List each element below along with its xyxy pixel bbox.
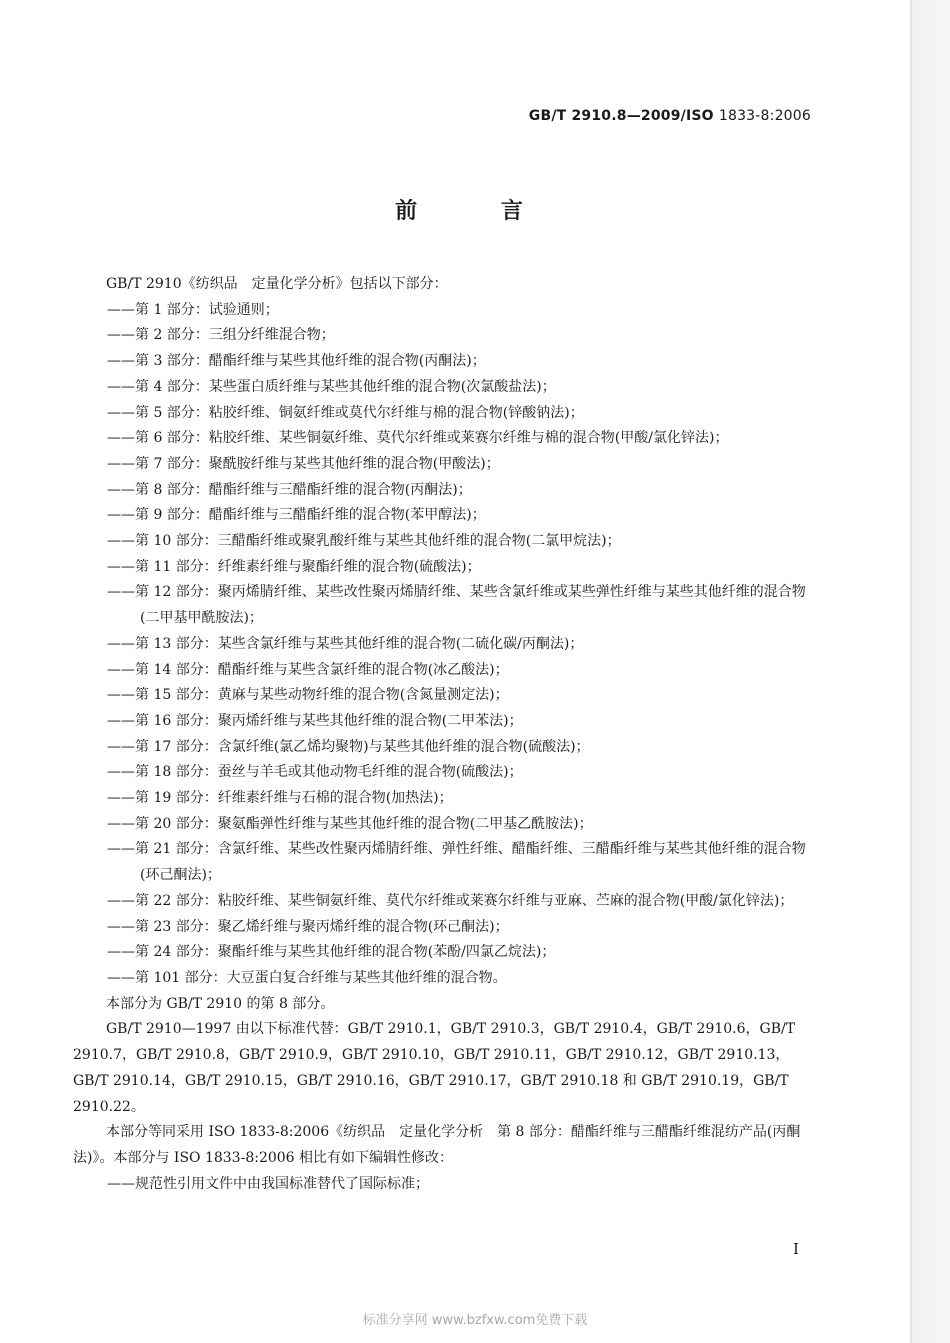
list-item — [73, 478, 813, 504]
part-text: 第 18 部分：蚕丝与羊毛或其他动物毛纤维的混合物(硫酸法)； — [135, 764, 523, 781]
list-dash: —— — [107, 815, 135, 832]
part-text: 第 20 部分：聚氨酯弹性纤维与某些其他纤维的混合物(二甲基乙酰胺法)； — [135, 815, 593, 832]
list-item — [73, 452, 813, 478]
standard-number-iso: 1833-8:2006 — [718, 108, 811, 124]
foreword-body — [73, 272, 813, 1197]
part-text: 第 9 部分：醋酯纤维与三醋酯纤维的混合物(苯甲醇法)； — [135, 507, 486, 524]
part-text: 第 24 部分：聚酯纤维与某些其他纤维的混合物(苯酚/四氯乙烷法)； — [135, 944, 556, 961]
part-text: 第 16 部分：聚丙烯纤维与某些其他纤维的混合物(二甲苯法)； — [135, 712, 523, 729]
intro-paragraph: GB/T 2910《纺织品 定量化学分析》包括以下部分： — [106, 276, 448, 292]
list-dash: —— — [107, 712, 135, 729]
list-item — [73, 401, 813, 427]
list-dash: —— — [107, 790, 135, 807]
part-text: 第 12 部分：聚丙烯腈纤维、某些改性聚丙烯腈纤维、某些含氯纤维或某些弹性纤维与某些其他纤维的混合物(二甲基甲酰胺法)； — [135, 584, 806, 627]
list-dash: —— — [107, 918, 135, 935]
modification-text: 规范性引用文件中由我国标准替代了国际标准； — [135, 1175, 429, 1192]
list-item — [73, 580, 813, 631]
list-item — [73, 298, 813, 324]
list-dash: —— — [107, 738, 135, 755]
part-text: 第 17 部分：含氯纤维(氯乙烯均聚物)与某些其他纤维的混合物(硫酸法)； — [135, 738, 590, 755]
list-item — [73, 812, 813, 838]
list-item — [73, 915, 813, 941]
list-dash: —— — [107, 661, 135, 678]
list-item — [73, 837, 813, 888]
list-dash: —— — [107, 558, 135, 575]
list-item — [73, 349, 813, 375]
page-title: 前 言 — [395, 199, 561, 224]
list-dash: —— — [107, 944, 135, 961]
list-item — [73, 375, 813, 401]
part-text: 第 101 部分：大豆蛋白复合纤维与某些其他纤维的混合物。 — [135, 969, 507, 986]
list-dash: —— — [107, 327, 135, 344]
adoption-paragraph: 本部分等同采用 ISO 1833-8:2006《纺织品 定量化学分析 第 8 部分：醋酯纤维与三醋酯纤维混纺产品(丙酮法)》。本部分与 ISO 1833-8:2006 相比有如下编辑性修改： — [73, 1124, 801, 1166]
list-dash: —— — [107, 764, 135, 781]
list-dash: —— — [107, 378, 135, 395]
standard-number: GB/T 2910.8—2009/ISO — [528, 108, 714, 124]
list-item — [73, 555, 813, 581]
list-item — [73, 323, 813, 349]
list-item — [73, 966, 813, 992]
part-of-paragraph: 本部分为 GB/T 2910 的第 8 部分。 — [106, 995, 335, 1012]
watermark-footer: 标准分享网 www.bzfxw.com免费下载 — [362, 1313, 588, 1328]
part-text: 第 4 部分：某些蛋白质纤维与某些其他纤维的混合物(次氯酸盐法)； — [135, 378, 556, 395]
list-dash: —— — [107, 301, 135, 318]
list-dash: —— — [107, 584, 135, 601]
list-item — [73, 709, 813, 735]
list-dash: —— — [107, 533, 135, 550]
parts-list — [73, 298, 813, 992]
modification-item — [73, 1172, 813, 1198]
list-dash: —— — [107, 892, 135, 909]
list-item — [73, 426, 813, 452]
list-dash: —— — [107, 430, 135, 447]
part-text: 第 6 部分：粘胶纤维、某些铜氨纤维、莫代尔纤维或莱赛尔纤维与棉的混合物(甲酸/氯化锌法)； — [135, 430, 729, 447]
list-dash: —— — [107, 687, 135, 704]
list-dash: —— — [107, 1175, 135, 1192]
list-item — [73, 735, 813, 761]
page-number: I — [793, 1240, 799, 1258]
part-text: 第 22 部分：粘胶纤维、某些铜氨纤维、莫代尔纤维或莱赛尔纤维与亚麻、苎麻的混合物(甲酸/氯化锌法)； — [135, 892, 794, 909]
replaces-paragraph: GB/T 2910—1997 由以下标准代替：GB/T 2910.1，GB/T 2910.3，GB/T 2910.4，GB/T 2910.6，GB/T 2910.7，GB/T 2910.8，GB/T 2910.9，GB/T 2910.10，GB/T 2910.11，GB/T 2910.12，GB/T 2910.13，GB/T 2910.14，GB/T 2910.15，GB/T 2910.16，GB/T 2910.17，GB/T 2910.18 和 GB/T 2910.19，GB/T 2910.22。 — [73, 1021, 796, 1115]
part-text: 第 13 部分：某些含氯纤维与某些其他纤维的混合物(二硫化碳/丙酮法)； — [135, 635, 584, 652]
standard-number-header — [529, 108, 811, 124]
part-text: 第 14 部分：醋酯纤维与某些含氯纤维的混合物(冰乙酸法)； — [135, 661, 509, 678]
list-item — [73, 632, 813, 658]
list-item — [73, 760, 813, 786]
list-dash: —— — [107, 455, 135, 472]
list-item — [73, 889, 813, 915]
list-item — [73, 503, 813, 529]
list-item — [73, 683, 813, 709]
part-text: 第 21 部分：含氯纤维、某些改性聚丙烯腈纤维、弹性纤维、醋酯纤维、三醋酯纤维与某些其他纤维的混合物(环己酮法)； — [135, 841, 806, 884]
list-item — [73, 529, 813, 555]
list-item — [73, 786, 813, 812]
list-dash: —— — [107, 841, 135, 858]
list-dash: —— — [107, 404, 135, 421]
list-item — [73, 658, 813, 684]
list-item — [73, 940, 813, 966]
part-text: 第 2 部分：三组分纤维混合物； — [135, 327, 335, 344]
part-text: 第 7 部分：聚酰胺纤维与某些其他纤维的混合物(甲酸法)； — [135, 455, 500, 472]
part-text: 第 3 部分：醋酯纤维与某些其他纤维的混合物(丙酮法)； — [135, 353, 486, 370]
list-dash: —— — [107, 481, 135, 498]
part-text: 第 8 部分：醋酯纤维与三醋酯纤维的混合物(丙酮法)； — [135, 481, 472, 498]
part-text: 第 1 部分：试验通则； — [135, 301, 279, 318]
part-text: 第 23 部分：聚乙烯纤维与聚丙烯纤维的混合物(环己酮法)； — [135, 918, 509, 935]
part-text: 第 10 部分：三醋酯纤维或聚乳酸纤维与某些其他纤维的混合物(二氯甲烷法)； — [135, 533, 621, 550]
list-dash: —— — [107, 507, 135, 524]
part-text: 第 11 部分：纤维素纤维与聚酯纤维的混合物(硫酸法)； — [135, 558, 481, 575]
list-dash: —— — [107, 969, 135, 986]
part-text: 第 15 部分：黄麻与某些动物纤维的混合物(含氮量测定法)； — [135, 687, 509, 704]
list-dash: —— — [107, 635, 135, 652]
list-dash: —— — [107, 353, 135, 370]
part-text: 第 19 部分：纤维素纤维与石棉的混合物(加热法)； — [135, 790, 453, 807]
part-text: 第 5 部分：粘胶纤维、铜氨纤维或莫代尔纤维与棉的混合物(锌酸钠法)； — [135, 404, 584, 421]
